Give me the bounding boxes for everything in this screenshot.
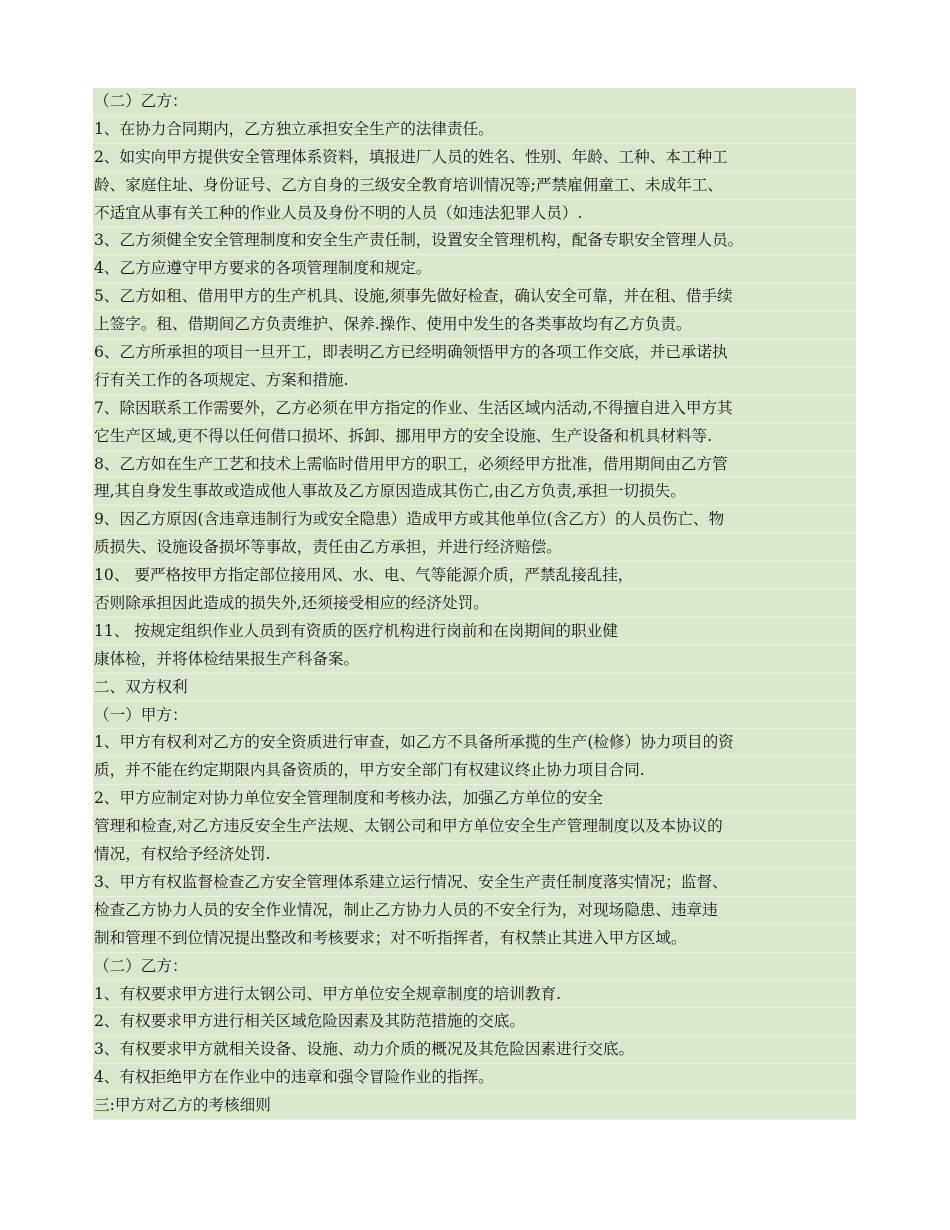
text-line: 8、乙方如在生产工艺和技术上需临时借用甲方的职工，必须经甲方批准，借用期间由乙方管 <box>93 451 856 479</box>
text-line: 6、乙方所承担的项目一旦开工，即表明乙方已经明确领悟甲方的各项工作交底，并已承诺执 <box>93 339 856 367</box>
text-line: 它生产区域,更不得以任何借口损坏、拆卸、挪用甲方的安全设施、生产设备和机具材料等. <box>93 423 856 451</box>
text-line: 上签字。租、借期间乙方负责维护、保养.操作、使用中发生的各类事故均有乙方负责。 <box>93 311 856 339</box>
text-line: 制和管理不到位情况提出整改和考核要求；对不听指挥者，有权禁止其进入甲方区域。 <box>93 925 856 953</box>
text-line: 否则除承担因此造成的损失外,还须接受相应的经济处罚。 <box>93 590 856 618</box>
text-line: 不适宜从事有关工种的作业人员及身份不明的人员（如违法犯罪人员）. <box>93 200 856 228</box>
text-line: 康体检，并将体检结果报生产科备案。 <box>93 646 856 674</box>
text-line: 质损失、设施设备损坏等事故，责任由乙方承担，并进行经济赔偿。 <box>93 534 856 562</box>
text-line: 龄、家庭住址、身份证号、乙方自身的三级安全教育培训情况等;严禁雇佣童工、未成年工、 <box>93 172 856 200</box>
text-line: 11、 按规定组织作业人员到有资质的医疗机构进行岗前和在岗期间的职业健 <box>93 618 856 646</box>
subsection-heading: （二）乙方： <box>93 953 856 981</box>
text-line: 4、乙方应遵守甲方要求的各项管理制度和规定。 <box>93 255 856 283</box>
text-line: 管理和检查,对乙方违反安全生产法规、太钢公司和甲方单位安全生产管理制度以及本协议的 <box>93 813 856 841</box>
text-line: 3、甲方有权监督检查乙方安全管理体系建立运行情况、安全生产责任制度落实情况；监督、 <box>93 869 856 897</box>
text-line: 行有关工作的各项规定、方案和措施. <box>93 367 856 395</box>
text-line: 1、在协力合同期内，乙方独立承担安全生产的法律责任。 <box>93 116 856 144</box>
document-page <box>93 88 856 1120</box>
text-line: 质，并不能在约定期限内具备资质的，甲方安全部门有权建议终止协力项目合同. <box>93 757 856 785</box>
text-line: 5、乙方如租、借用甲方的生产机具、设施,须事先做好检查，确认安全可靠，并在租、借手续 <box>93 283 856 311</box>
text-line: 1、有权要求甲方进行太钢公司、甲方单位安全规章制度的培训教育. <box>93 981 856 1009</box>
section-heading: 二、双方权利 <box>93 674 856 702</box>
text-line: 2、如实向甲方提供安全管理体系资料，填报进厂人员的姓名、性别、年龄、工种、本工种工 <box>93 144 856 172</box>
text-line: 7、除因联系工作需要外，乙方必须在甲方指定的作业、生活区域内活动,不得擅自进入甲方其 <box>93 395 856 423</box>
text-line: 3、乙方须健全安全管理制度和安全生产责任制，设置安全管理机构，配备专职安全管理人员。 <box>93 227 856 255</box>
text-line: 1、甲方有权利对乙方的安全资质进行审查，如乙方不具备所承揽的生产(检修）协力项目的资 <box>93 729 856 757</box>
subsection-heading: （一）甲方： <box>93 702 856 730</box>
text-line: 情况，有权给予经济处罚. <box>93 841 856 869</box>
section-heading: 三:甲方对乙方的考核细则 <box>93 1092 856 1120</box>
text-line: 9、因乙方原因(含违章违制行为或安全隐患）造成甲方或其他单位(含乙方）的人员伤亡、物 <box>93 506 856 534</box>
text-line: 10、 要严格按甲方指定部位接用风、水、电、气等能源介质，严禁乱接乱挂， <box>93 562 856 590</box>
text-line: 3、有权要求甲方就相关设备、设施、动力介质的概况及其危险因素进行交底。 <box>93 1036 856 1064</box>
text-line: 检查乙方协力人员的安全作业情况，制止乙方协力人员的不安全行为，对现场隐患、违章违 <box>93 897 856 925</box>
text-line: 理,其自身发生事故或造成他人事故及乙方原因造成其伤亡,由乙方负责,承担一切损失。 <box>93 478 856 506</box>
text-line: （二）乙方： <box>93 88 856 116</box>
text-line: 4、有权拒绝甲方在作业中的违章和强令冒险作业的指挥。 <box>93 1064 856 1092</box>
text-line: 2、有权要求甲方进行相关区域危险因素及其防范措施的交底。 <box>93 1008 856 1036</box>
text-line: 2、甲方应制定对协力单位安全管理制度和考核办法，加强乙方单位的安全 <box>93 785 856 813</box>
